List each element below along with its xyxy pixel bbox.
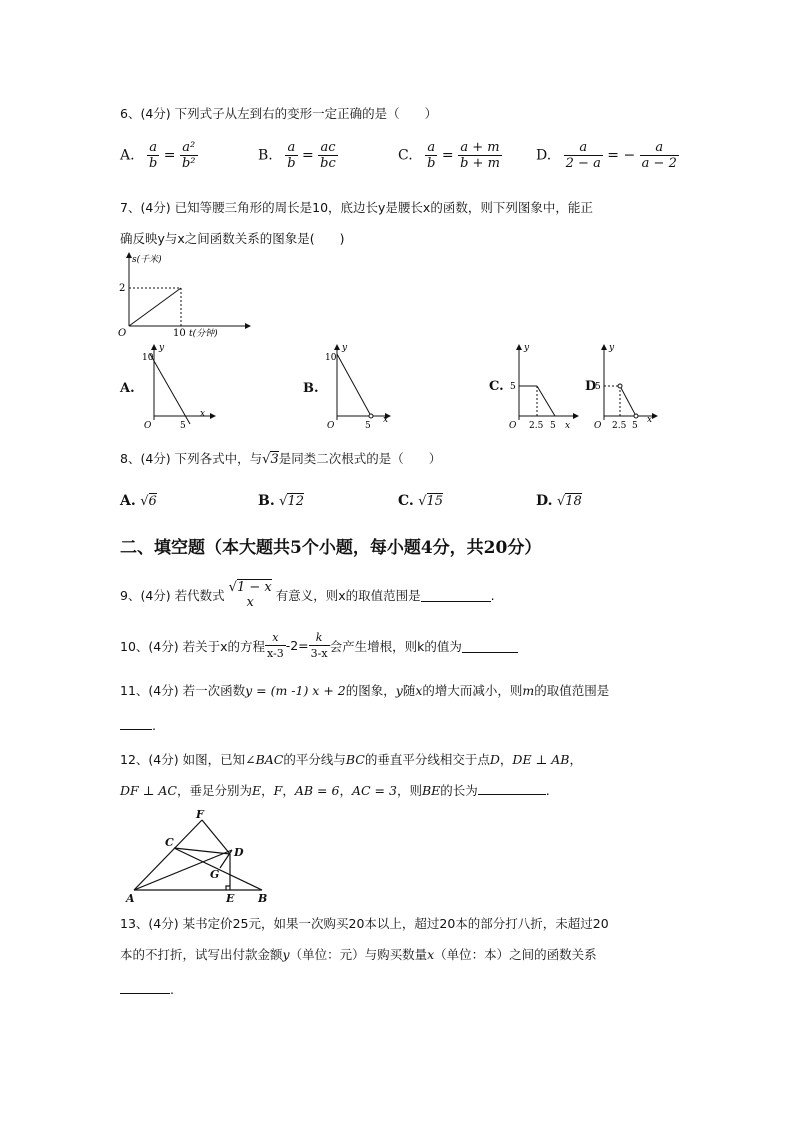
- radicand: 3: [270, 452, 279, 467]
- option-letter: A.: [120, 493, 136, 509]
- origin-label: O: [327, 421, 335, 431]
- option-letter: B.: [258, 147, 273, 164]
- label-b: B: [258, 892, 268, 905]
- frac-num: a: [564, 140, 603, 156]
- period: .: [152, 718, 156, 733]
- segment-be: BE: [421, 783, 441, 798]
- q8-stem-pre: 8、(4分) 下列各式中，与: [120, 451, 263, 466]
- frac-den: b + m: [460, 156, 500, 171]
- q8-stem-post: 是同类二次根式的是（ ）: [278, 451, 442, 466]
- origin-label: O: [144, 421, 152, 431]
- segment-fd: [202, 820, 230, 854]
- q6-option-c[interactable]: [398, 140, 502, 171]
- perp-de-ab: DE ⊥ AB: [512, 752, 570, 767]
- q6-option-a[interactable]: [120, 140, 198, 171]
- label-c: C: [165, 836, 174, 849]
- q12-text: 的平分线与: [283, 752, 346, 767]
- q11-mid: 的图象，: [345, 683, 396, 698]
- q11-text: 的增大而减小，则: [422, 683, 523, 698]
- frac-num: a: [285, 140, 297, 156]
- ac-length: AC = 3: [351, 783, 397, 798]
- q6-option-b[interactable]: [258, 140, 338, 171]
- x-tick: 10: [173, 328, 186, 338]
- period: .: [490, 587, 495, 603]
- option-letter: C.: [398, 147, 413, 164]
- y-tick: 2: [119, 283, 126, 294]
- q8-option-d[interactable]: D. √18: [536, 493, 582, 509]
- q7-option-d-letter[interactable]: D: [585, 379, 597, 394]
- q11-text: 的取值范围是: [534, 683, 610, 698]
- frac-num: a: [640, 140, 679, 156]
- x-axis-arrow: [245, 323, 251, 329]
- x-axis-arrow: [652, 413, 658, 419]
- q7-option-c-graph[interactable]: [505, 340, 585, 432]
- frac-den: b: [149, 156, 158, 171]
- period: .: [170, 982, 174, 997]
- x-tick: 2.5: [612, 421, 627, 431]
- option-letter: D.: [536, 493, 553, 509]
- q13-line3: [120, 980, 174, 997]
- q9-answer-blank[interactable]: [421, 588, 491, 602]
- q9-post: 有意义，则x的取值范围是: [275, 588, 421, 603]
- y-label: y: [159, 343, 165, 353]
- q11-pre: 11、(4分) 若一次函数: [120, 683, 246, 698]
- x-label: x: [200, 409, 206, 419]
- var-y: y: [282, 947, 290, 962]
- perp-df-ac: DF ⊥ AC: [120, 783, 177, 798]
- period: .: [545, 783, 550, 798]
- q11-formula: y = (m -1) x + 2: [245, 683, 346, 698]
- var-y: y: [395, 683, 403, 698]
- equals: =: [163, 147, 176, 164]
- q7-sample-graph: [115, 250, 255, 338]
- equals: = −: [607, 147, 636, 164]
- frac-num: a: [147, 140, 159, 156]
- frac-num: a + m: [458, 140, 502, 156]
- radicand: 15: [426, 494, 444, 509]
- y-label: y: [524, 343, 530, 353]
- y-label: y: [342, 343, 348, 353]
- frac-den: b: [287, 156, 296, 171]
- segment-cd: [174, 848, 230, 854]
- x-label: t(分钟): [189, 329, 218, 338]
- q9-pre: 9、(4分) 若代数式: [120, 588, 225, 603]
- q12-line1: [120, 750, 582, 768]
- q7-option-c-letter[interactable]: C.: [489, 379, 504, 394]
- q13-text: （单位：元）与购买数量: [289, 947, 428, 962]
- graph-line: [620, 386, 636, 416]
- q9: 9、(4分) 若代数式 √1 − x x 有意义，则x的取值范围是 .: [120, 580, 495, 610]
- open-endpoint: [618, 384, 622, 388]
- label-a: A: [126, 892, 135, 905]
- q6-stem: 6、(4分) 下列式子从左到右的变形一定正确的是（ ）: [120, 106, 438, 121]
- q12-text: ，: [569, 752, 582, 767]
- origin-label: O: [594, 421, 602, 431]
- y-tick: 5: [510, 382, 516, 392]
- q11-text: 随: [402, 683, 416, 698]
- segment-af: [134, 820, 202, 890]
- q12-text: ，: [499, 752, 513, 767]
- frac-den: 2 − a: [565, 156, 601, 171]
- frac-den: b²: [181, 156, 196, 171]
- y-axis-arrow: [334, 344, 340, 350]
- label-e: E: [226, 892, 235, 905]
- q13-text: （单位：本）之间的函数关系: [434, 947, 597, 962]
- y-tick: 5: [595, 382, 601, 392]
- q12-text: ，: [261, 783, 274, 798]
- frac-den: x-3: [266, 647, 284, 660]
- x-tick: 5: [632, 421, 638, 431]
- x-axis-arrow: [210, 413, 216, 419]
- open-endpoint: [634, 414, 638, 418]
- q12-text: 的垂直平分线相交于点: [364, 752, 490, 767]
- frac-num: a: [425, 140, 437, 156]
- var-m: m: [522, 683, 535, 698]
- radicand: 12: [287, 494, 305, 509]
- label-f: F: [196, 808, 204, 821]
- radicand: 6: [148, 494, 157, 509]
- graph-line: [537, 386, 555, 416]
- frac-den: b: [427, 156, 436, 171]
- y-axis-arrow: [516, 344, 522, 350]
- q7-option-b-graph[interactable]: [323, 340, 403, 432]
- frac-num: x: [265, 630, 286, 646]
- x-axis-arrow: [573, 413, 579, 419]
- radical-sqrt3: √3: [262, 452, 279, 467]
- q7-option-d-graph[interactable]: [590, 340, 670, 432]
- q11-answer-blank[interactable]: [120, 716, 152, 730]
- y-axis-arrow: [151, 344, 157, 350]
- y-label: y: [609, 343, 615, 353]
- point-f: F: [273, 783, 283, 798]
- var-x: x: [415, 683, 423, 698]
- q7-stem-line1: 7、(4分) 已知等腰三角形的周长是10，底边长y是腰长x的函数，则下列图象中，能正: [120, 200, 593, 215]
- open-endpoint: [369, 414, 373, 418]
- x-tick: 5: [180, 421, 186, 431]
- q10-post: 会产生增根，则k的值为: [329, 638, 462, 654]
- q13-answer-blank[interactable]: [120, 980, 170, 994]
- y-axis-arrow: [601, 344, 607, 350]
- equals: =: [301, 147, 314, 164]
- radicand: 18: [565, 494, 582, 509]
- q7-option-a-graph[interactable]: [140, 340, 220, 432]
- x-label: x: [383, 415, 389, 425]
- frac-den: x: [246, 595, 254, 610]
- q11-line1: [120, 681, 609, 699]
- q13-line2: [120, 945, 597, 963]
- point-e: E: [252, 783, 262, 798]
- option-letter: A.: [120, 147, 135, 164]
- origin-label: O: [118, 328, 127, 338]
- q6-option-d[interactable]: [536, 140, 679, 171]
- angle-bac: ∠BAC: [245, 752, 284, 767]
- q8-option-c[interactable]: C. √15: [398, 493, 444, 509]
- q10-pre: 10、(4分) 若关于x的方程: [120, 638, 265, 654]
- q12-text: 的长为: [440, 783, 478, 798]
- q10-answer-blank[interactable]: [462, 639, 518, 653]
- graph-line: [129, 288, 181, 326]
- x-label: x: [647, 415, 653, 425]
- frac-num: a²: [180, 140, 198, 156]
- option-letter: D.: [536, 147, 552, 164]
- var-x: x: [427, 947, 435, 962]
- y-tick: 10: [142, 353, 154, 363]
- graph-line: [337, 354, 371, 416]
- segment-bc: BC: [345, 752, 365, 767]
- q13-text: 本的不打折，试写出付款金额: [120, 947, 283, 962]
- frac-den: a − 2: [641, 156, 677, 171]
- x-tick: 5: [550, 421, 556, 431]
- graph-line: [150, 354, 190, 424]
- frac-num: k: [309, 630, 330, 646]
- option-letter: B.: [258, 493, 275, 509]
- q12-line2: [120, 781, 550, 799]
- q7-stem-line2: 确反映y与x之间函数关系的图象是( ): [120, 231, 345, 246]
- ab-length: AB = 6: [294, 783, 340, 798]
- x-tick: 2.5: [529, 421, 544, 431]
- q12-pre: 12、(4分) 如图，已知: [120, 752, 246, 767]
- label-d: D: [234, 846, 244, 859]
- q8-stem: [120, 449, 441, 467]
- y-label: s(千米): [132, 255, 162, 265]
- q7-option-a-letter[interactable]: A.: [120, 381, 135, 396]
- label-g: G: [210, 868, 220, 881]
- q12-text: ，: [282, 783, 295, 798]
- q7-option-b-letter[interactable]: B.: [303, 381, 319, 396]
- q12-text: ，则: [396, 783, 422, 798]
- frac-den: 3-x: [310, 647, 328, 660]
- q12-answer-blank[interactable]: [478, 781, 546, 795]
- origin-label: O: [509, 421, 517, 431]
- point-d: D: [489, 752, 500, 767]
- q12-text: ，: [339, 783, 352, 798]
- x-tick: 5: [365, 421, 371, 431]
- q8-option-b[interactable]: B. √12: [258, 493, 305, 509]
- q8-option-a[interactable]: A. √6: [120, 493, 157, 509]
- section-2-title: 二、填空题（本大题共5个小题，每小题4分，共20分）: [120, 538, 542, 558]
- frac-num: ac: [318, 140, 338, 156]
- q13-line1: 13、(4分) 某书定价25元，如果一次购买20本以上，超过20本的部分打八折，未超过20: [120, 916, 609, 931]
- option-letter: C.: [398, 493, 414, 509]
- frac-den: bc: [320, 156, 336, 171]
- frac-num: 1 − x: [236, 580, 272, 595]
- q10-mid: -2=: [285, 638, 309, 653]
- q11-line2: [120, 716, 156, 733]
- q12-text: ，垂足分别为: [177, 783, 253, 798]
- y-tick: 10: [325, 353, 337, 363]
- x-label: x: [565, 421, 571, 431]
- q10: [120, 630, 518, 661]
- q12-geometry-figure: [122, 808, 282, 908]
- equals: =: [441, 147, 454, 164]
